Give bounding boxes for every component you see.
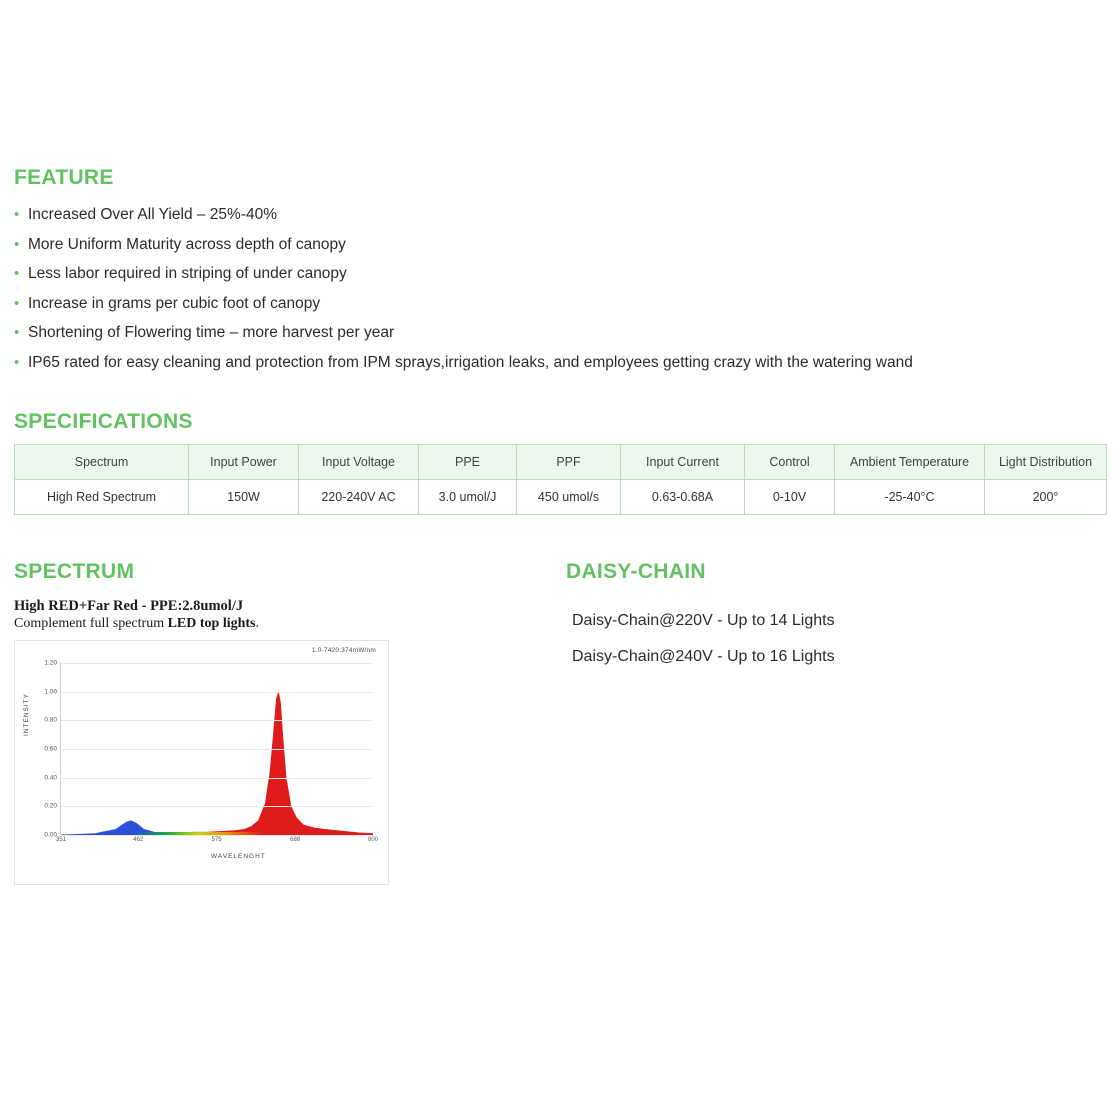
feature-item-text: Shortening of Flowering time – more harvest per year [28, 324, 395, 341]
chart-y-tick-label: 0.00 [44, 831, 57, 839]
bullet-icon: • [14, 265, 20, 282]
specifications-title: SPECIFICATIONS [14, 410, 193, 433]
table-header-cell: PPF [517, 445, 621, 480]
chart-y-tick-label: 1.00 [44, 688, 57, 696]
spectrum-chart [14, 640, 389, 885]
daisy-chain-line: Daisy-Chain@220V - Up to 14 Lights [572, 612, 835, 629]
list-item [14, 318, 1104, 348]
feature-list [14, 200, 1104, 377]
table-cell: 450 umol/s [517, 480, 621, 515]
list-item [14, 289, 1104, 319]
table-header-cell: Input Voltage [299, 445, 419, 480]
bullet-icon: • [14, 324, 20, 341]
daisy-chain-line: Daisy-Chain@240V - Up to 16 Lights [572, 648, 835, 665]
table-cell: -25-40°C [835, 480, 985, 515]
caption-pre: Complement full spectrum [14, 616, 168, 631]
table-cell: 150W [189, 480, 299, 515]
caption-post: . [255, 616, 260, 631]
spectrum-title: SPECTRUM [14, 560, 135, 583]
table-cell: 200° [985, 480, 1107, 515]
table-cell: 3.0 umol/J [419, 480, 517, 515]
feature-item-text: More Uniform Maturity across depth of canopy [28, 235, 346, 253]
chart-annotation: 1.0-7420.374mW/nm [311, 647, 376, 654]
spectrum-caption-primary: High RED+Far Red - PPE:2.8umol/J [14, 598, 244, 614]
feature-title: FEATURE [14, 166, 114, 189]
table-header-row [15, 445, 1107, 480]
specifications-section [14, 410, 1106, 515]
chart-y-tick-label: 1.20 [44, 659, 57, 667]
feature-section [14, 166, 1104, 377]
feature-item-text: Increased Over All Yield – 25%-40% [28, 206, 277, 223]
table-cell: 0.63-0.68A [621, 480, 745, 515]
list-item [14, 348, 1104, 378]
chart-x-tick-label: 351 [55, 837, 67, 843]
bullet-icon: • [14, 353, 20, 371]
feature-item-text: Increase in grams per cubic foot of canopy [28, 294, 321, 312]
table-header-cell: Spectrum [15, 445, 189, 480]
chart-y-axis-label: INTENSITY [23, 693, 30, 736]
list-item [14, 259, 1104, 289]
spectrum-caption-secondary [14, 616, 534, 632]
chart-red-peak [192, 692, 373, 835]
table-cell: 0-10V [745, 480, 835, 515]
daisy-chain-section [566, 560, 1086, 666]
table-header-cell: Input Current [621, 445, 745, 480]
list-item [14, 200, 1104, 230]
chart-x-tick-label: 800 [367, 837, 379, 843]
table-header-cell: Input Power [189, 445, 299, 480]
chart-x-tick-label: 575 [211, 837, 222, 843]
daisy-chain-title: DAISY-CHAIN [566, 560, 706, 583]
chart-gridline [44, 659, 372, 667]
table-header-cell: PPE [419, 445, 517, 480]
feature-item-text: Less labor required in striping of under canopy [28, 265, 347, 282]
chart-gridline [44, 688, 372, 696]
chart-gridline [44, 716, 372, 724]
table-cell: 220-240V AC [299, 480, 419, 515]
chart-x-tick-label: 688 [290, 837, 301, 843]
table-header-cell: Light Distribution [985, 445, 1107, 480]
table-row [15, 480, 1107, 515]
feature-item-text: IP65 rated for easy cleaning and protection from IPM sprays,irrigation leaks, and employees getting crazy with the watering wand [28, 353, 913, 371]
specifications-table [14, 444, 1107, 515]
chart-y-tick-label: 0.80 [44, 716, 57, 724]
table-header-cell: Ambient Temperature [835, 445, 985, 480]
chart-gridline [44, 774, 372, 782]
caption-bold: LED top lights [167, 616, 256, 631]
chart-x-axis-label: WAVELENGHT [211, 853, 266, 860]
bullet-icon: • [14, 235, 20, 253]
table-header-cell: Control [745, 445, 835, 480]
chart-y-tick-label: 0.60 [44, 745, 57, 753]
chart-gridline [44, 802, 372, 810]
chart-gridline [44, 831, 372, 839]
spectrum-section [14, 560, 534, 885]
list-item [14, 230, 1104, 260]
bullet-icon: • [14, 294, 20, 312]
chart-gridline [44, 745, 372, 753]
bullet-icon: • [14, 206, 20, 223]
chart-x-tick-label: 462 [133, 837, 144, 843]
chart-plot-area [44, 659, 379, 843]
chart-y-tick-label: 0.40 [44, 774, 57, 782]
table-cell: High Red Spectrum [15, 480, 189, 515]
chart-y-tick-label: 0.20 [44, 802, 57, 810]
